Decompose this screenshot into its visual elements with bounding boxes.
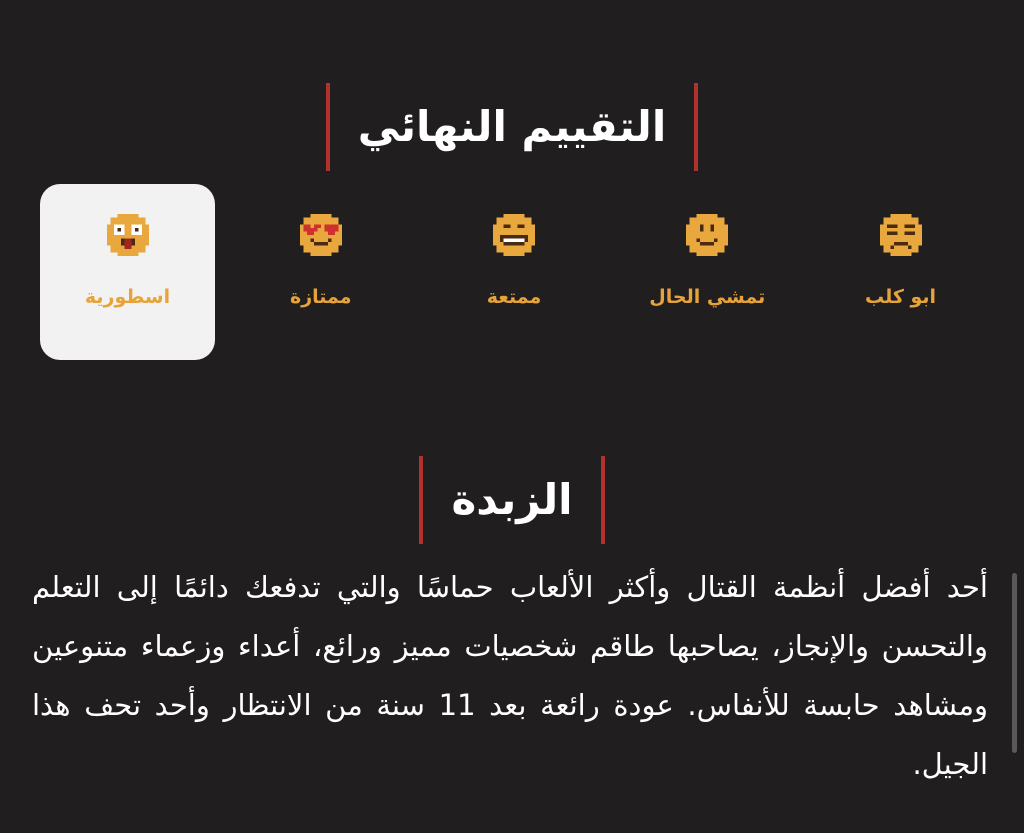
final-rating-header	[0, 83, 1024, 171]
pixel-smiling-face-icon	[686, 214, 728, 256]
rating-option-label: ممتازة	[289, 286, 352, 308]
rating-option-mumtia[interactable]	[427, 184, 602, 360]
summary-title-box	[419, 456, 604, 544]
summary-header	[0, 456, 1024, 544]
rating-option-label: تمشي الحال	[649, 286, 766, 308]
final-rating-title: التقييم النهائي	[357, 102, 667, 151]
rating-option-tamshi-alhal[interactable]	[620, 184, 795, 360]
pixel-tired-face-icon	[880, 214, 922, 256]
rating-options	[36, 184, 988, 360]
rating-option-ustoria[interactable]	[40, 184, 215, 360]
rating-option-label: ابو كلب	[864, 286, 937, 308]
final-rating-title-box	[326, 83, 698, 171]
summary-title: الزبدة	[451, 475, 573, 524]
summary-paragraph: أحد أفضل أنظمة القتال وأكثر الألعاب حماسًا والتي تدفعك دائمًا إلى التعلم والتحسن والإنجاز، يصاحبها طاقم شخصيات مميز ورائع، أعداء وزعماء متنوعين ومشاهد حابسة للأنفاس. عودة رائعة بعد 11 سنة من الانتظار وأحد تحف هذا الجيل.	[32, 570, 988, 781]
pixel-astonished-face-icon	[107, 214, 149, 256]
pixel-heart-eyes-face-icon	[300, 214, 342, 256]
rating-option-label: اسطورية	[84, 286, 171, 308]
rating-option-mumtaza[interactable]	[233, 184, 408, 360]
pixel-grinning-face-icon	[493, 214, 535, 256]
rating-option-abu-kalb[interactable]	[813, 184, 988, 360]
rating-option-label: ممتعة	[486, 286, 542, 308]
vertical-scrollbar[interactable]	[1012, 573, 1017, 753]
